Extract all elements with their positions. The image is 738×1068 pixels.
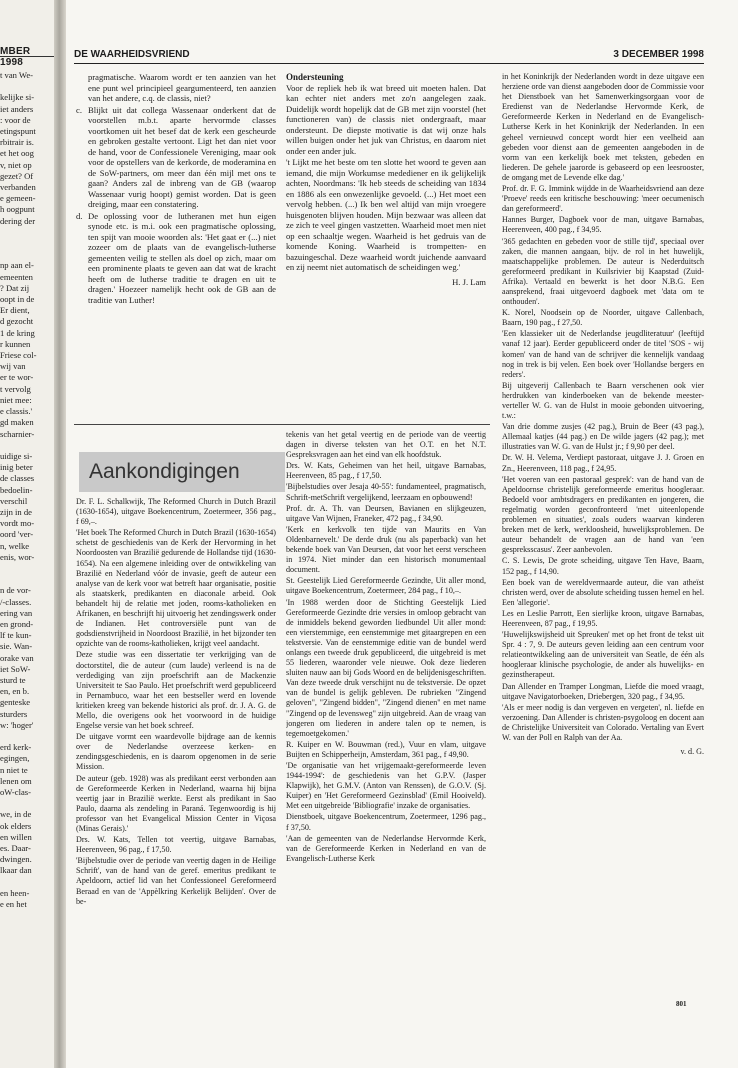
left-page-fragment: dering der	[0, 215, 36, 226]
ann-entry: Dr. W. H. Velema, Verdiept pastoraat, uitgave J. J. Groen en Zn., Heerenveen, 118 pag., f 24,95.	[502, 453, 704, 473]
left-page-fragment: e en het	[0, 899, 27, 910]
ann-entry: Prof. dr. F. G. Immink wijdde in de Waarheidsvriend aan deze 'Proeve' reeds een kritische beschouwing: 'meer oecumenisch dan gereformeerd'.	[502, 184, 704, 214]
left-page-fragment: lkaar dan	[0, 865, 32, 876]
ann-entry: 'Bijbelstudies over Jesaja 40-55': fundamenteel, pragmatisch, Schrift-metSchrift vergelijkend, leerzaam en opbouwend!	[286, 482, 486, 502]
left-page-fragment: egingen,	[0, 753, 30, 764]
left-page-fragment	[0, 81, 56, 92]
left-page-fragment: Friese col-	[0, 350, 37, 361]
ann-entry: Dan Allender en Tramper Longman, Liefde die moed vraagt, uitgave Navigatorboeken, Driebergen, 320 pag., f 34,95.	[502, 681, 704, 701]
left-page-fragment: wij van	[0, 361, 26, 372]
ann-entry: Bij uitgeverij Callenbach te Baarn verschenen ook vier herdrukken van kinderboeken van de bekende meester-verteller W. G. van de Hulst in mooie gebonden uitvoering, t.w.:	[502, 380, 704, 421]
left-page-fragment: gezet? Of	[0, 170, 34, 181]
magazine-title: DE WAARHEIDSVRIEND	[74, 49, 190, 60]
left-page-fragment: we, in de	[0, 809, 32, 820]
left-page-fragment: en grond-	[0, 618, 34, 629]
ann-entry: C. S. Lewis, De grote scheiding, uitgave Ten Have, Baarn, 152 pag., f 14,90.	[502, 556, 704, 576]
left-page-fragment	[0, 798, 56, 809]
left-page-fragment: ok elders	[0, 820, 32, 831]
left-page-fragment: n, welke	[0, 540, 30, 551]
issue-date: 3 DECEMBER 1998	[613, 49, 704, 60]
ann-entry: Les en Leslie Parrott, Een sierlijke kroon, uitgave Barnabas, Heerenveen, 87 pag., f 19,95.	[502, 608, 704, 628]
item-text: De oplossing voor de lutheranen met hun eigen synode etc. is m.i. ook een pragmatische oplossing, ten spijt van mooie woorden als: 'Het gaat er (...) niet zozeer om de plaats van de evangelisch-lutherse gemeenten veilig te stellen als doel op zich, maar om een prominente plaats te geven aan dat wat de kracht heeft om de lutherse traditie te dragen en uit te dragen.' Hoezeer namelijk hecht ook de GB aan de traditie van Luther!	[88, 210, 276, 305]
announcements-column-2	[286, 430, 486, 975]
left-page-fragment: lf te kun-	[0, 630, 32, 641]
ann-entry: 'Kerk en kerkvolk ten tijde van Maurits en Van Oldenbarnevelt.' De derde druk (nu als paperback) van het bekende boek van Van Deursen, dat voor het eerst verscheen in 1974. Niet minder dan een historisch monumentaal document.	[286, 524, 486, 575]
article-item-d	[76, 211, 276, 306]
left-page-fragment: Er dient,	[0, 305, 30, 316]
left-page-fragment: oW-clas-	[0, 787, 32, 797]
left-page-fragment: vordt mo-	[0, 518, 35, 529]
page-number: 801	[676, 1000, 687, 1008]
ann-entry: Drs. W. Kats, Geheimen van het heil, uitgave Barnabas, Heerenveen, 85 pag., f 17,50.	[286, 461, 486, 481]
item-label: c.	[76, 104, 82, 115]
left-page-fragment: t van We-	[0, 70, 34, 80]
left-page-fragment: erd kerk-	[0, 742, 32, 753]
left-page-fragment: en, en b.	[0, 686, 30, 697]
ann-entry: Van drie domme zusjes (42 pag.), Bruin de Beer (43 pag.), Allemaal katjes (44 pag.) en De wilde jagers (42 pag.); met illustraties van W. G. van de Hulst jr.; f 9,90 per deel.	[502, 422, 704, 452]
item-label: d.	[76, 210, 83, 221]
left-page-fragment: d gezocht	[0, 316, 34, 327]
left-page-fragment: en willen	[0, 831, 32, 842]
ann-entry: Drs. W. Kats, Tellen tot veertig, uitgave Barnabas, Heerenveen, 96 pag., f 17,50.	[76, 835, 276, 855]
left-page-fragment: dwingen.	[0, 854, 32, 865]
article-intro: pragmatische. Waarom wordt er ten aanzien van het ene punt wel principieel geargumenteerd, ten aanzien van het andere, c.q. de classis, niet?	[88, 72, 276, 103]
left-page-fragment	[0, 238, 56, 249]
left-page-fragment: oord 'ver-	[0, 529, 34, 540]
left-page-fragment: h oogpunt	[0, 204, 35, 215]
ann-entry: 'Bijbelstudie over de periode van veertig dagen in de Heilige Schrift', van de hand van de geref. emeritus predikant te Apeldoorn, actief lid van het Confessioneel Gereformeerd Beraad en van de 'Appèlkring Kerkelijk Belijden'. Over de be-	[76, 856, 276, 906]
left-page-fragment: oopt in de	[0, 294, 35, 305]
announcements-column-1	[76, 497, 276, 975]
ann-entry: '365 gedachten en gebeden voor de stille tijd', speciaal over zaken, die mannen aangaan, bijv. de rol in het huwelijk, maatschappelijke problemen. De auteur is Nederduitsch gereformeerd predikant in Kuilsrivier bij Kaapstad (Zuid-Afrika). Vertaald en bewerkt is het door N.B.G. Een aansprekend, fraai uitgevoerd dagboek met 'data om te onthouden'.	[502, 236, 704, 307]
header-rule	[74, 63, 704, 64]
left-page-fragment	[0, 227, 56, 238]
left-page-fragment: sturders	[0, 708, 28, 719]
left-page-fragment	[0, 249, 56, 260]
left-page-fragment: sie. Wan-	[0, 641, 33, 652]
ann-entry: Prof. dr. A. Th. van Deursen, Bavianen en slijkgeuzen, uitgave Van Wijnen, Franeker, 472 pag., f 34,90.	[286, 503, 486, 523]
left-page-edge	[0, 0, 56, 1068]
left-page-fragment: sturd te	[0, 674, 26, 685]
left-page-fragment	[0, 574, 56, 585]
left-page-fragment: niet mee:	[0, 394, 32, 405]
ann-entry: St. Geestelijk Lied Gereformeerde Gezindte, Uit aller mond, uitgave Boekencentrum, Zoetermeer, 284 pag., f 10,–.	[286, 576, 486, 596]
ann-entry: 'In 1988 werden door de Stichting Geestelijk Lied Gereformeerde Gezindte drie versies in omloop gebracht van de inmiddels bekend geworden liedbundel Uit aller mond: een vierstemmige, een eenstemmige met gitaargrepen en een tekstversie. Van de eenstemmige editie van de bundel werd onlangs een tweede druk gepubliceerd, die uitgebreid is met 55 liederen, waaronder vele nieuwe. Ook deze liederen sluiten nauw aan bij Gods Woord en de belijdenisgeschriften. Van deze tweede druk verschijnt nu de tekstversie. De opzet van de bundel is gelijk gebleven. De rubrieken "Zingend geloven", "Zingend bidden", "Zingend dienen" en met name "Zingend op de levensweg" zijn uitgebreid. Aan de vraag van jongeren om liederen in andere talen op te nemen, is tegemoetgekomen.'	[286, 597, 486, 738]
ann-entry: Hannes Burger, Dagboek voor de man, uitgave Barnabas, Heerenveen, 400 pag., f 34,95.	[502, 215, 704, 235]
left-page-fragment: e classis.'	[0, 406, 33, 417]
ann-entry: De uitgave vormt een waardevolle bijdrage aan de kennis over de Nederlandse overzeese kerken- en zendingsgeschiedenis, en is daarom opgenomen in de serie Mission.	[76, 732, 276, 772]
ann-entry: De auteur (geb. 1928) was als predikant eerst verbonden aan de Gereformeerde Kerken in Nederland, waarna hij bijna veertig jaar in Brazilië werkte. Eerst als predikant in Sao Paulo, daarna als zendeling in Paraná. Tegenwoordig is hij professor van het Evangelical Mission Center in Viçosa (Minas Gerais).'	[76, 773, 276, 833]
left-page-fragment: verschil	[0, 495, 28, 506]
left-page-fragment: es. Daar-	[0, 843, 31, 854]
left-page-fragments	[0, 70, 56, 910]
left-page-rule	[0, 56, 56, 57]
left-page-fragment: n de vor-	[0, 585, 31, 596]
page-header	[74, 49, 704, 63]
ann-entry: 'De organisatie van het vrijgemaakt-gereformeerde leven 1944-1994': de geschiedenis van het G.P.V. (Jasper Klapwijk), het G.M.V. (Anton van Renssen), de G.O.V. (Sj. Kuiper) en 'Het Gereformeerd Gezinsblad' (Emil Hooiveld). Met een uitgebreide 'Bibliografie' inzake de organisaties.	[286, 761, 486, 811]
left-page-fragment: etingspunt	[0, 126, 36, 137]
left-page-fragment: en heen-	[0, 887, 30, 898]
left-page-fragment: ering van	[0, 607, 33, 618]
article-paragraph: Voor de repliek heb ik wat breed uit moeten halen. Dat kan echter niet anders met zo'n aangelegen zaak. Duidelijk wordt hopelijk dat de GB met zijn voorstel (het functioneren van) de classis niet ondergraaft, maar ondersteunt. De diepste motivatie is dat wij onze hals willen buigen onder het juk van Christus, en daarom niet onder een ander juk.	[286, 82, 486, 156]
article-column-1	[76, 72, 276, 417]
book-spine	[54, 0, 66, 1068]
left-page-fragment: enis, wor-	[0, 551, 35, 562]
ann-entry: in het Koninkrijk der Nederlanden wordt in deze uitgave een herziene orde van dienst aangeboden door de Commissie voor het Dienstboek van het Samenwerkingsorgaan voor de Eredienst van de Nederlandse Hervormde Kerk, de Gereformeerde Kerken in Nederland en de Evangelisch-Lutherse Kerk in het Koninkrijk der Nederlanden. In een geheel vernieuwd concept wordt hier een veelheid aan gebeden voor dienst aan de gemeenten aangeboden in de vorm van een kerkelijk boek met teksten, gebeden en liederen. De gehele jaarorde is gebaseerd op een leesrooster, de omgang met de Levende elke dag.'	[502, 72, 704, 182]
left-page-fragment: /-classes.	[0, 596, 32, 607]
article-signature: H. J. Lam	[452, 276, 486, 287]
ann-entry: R. Kuiper en W. Bouwman (red.), Vuur en vlam, uitgave Buijten en Schipperheijn, Amsterdam, 361 pag., f 49,90.	[286, 739, 486, 759]
article-column-2	[286, 72, 486, 417]
article-paragraph: 't Lijkt me het beste om ten slotte het woord te geven aan iemand, die mijn Workumse medediener en ik gelijkelijk achten, Noordmans: 'Ik heb steeds de scheiding van 1834 en 1886 als een onwezenlijke gevoeld. (...) Het moet een vervolg hebben. (...) Ik ben wel altijd van mijn vroegere huisgenoten blijven houden. Mijn bezwaar was alleen dat ze zich te veel gingen vastzetten. Waarheid moet men niet op een schaaltje wegen. Waarheid is het gedruis van de komende Koning. Waarheid is trompetten- en bazuingeschal. Deze waarheid wordt juichende aanvaard en zij neemt niet automatisch de scheidingen weg.'	[286, 157, 486, 272]
left-page-fragment	[0, 877, 56, 888]
left-page-fragment: np aan el-	[0, 260, 34, 271]
left-page-fragment: rbitrair is.	[0, 137, 34, 148]
left-page-fragment: emeenten	[0, 271, 33, 282]
left-page-fragment: et het oog	[0, 148, 34, 159]
left-page-fragment: gd maken	[0, 417, 34, 428]
left-page-fragment: de classes	[0, 473, 35, 484]
left-page-fragment: v, niet op	[0, 159, 32, 170]
left-page-fragment	[0, 731, 56, 742]
ann-entry: 'Het voeren van een pastoraal gesprek': van de hand van de Apeldoornse christelijk gereformeerde emeritus hoogleraar. Bedoeld voor ambtsdragers en predikanten en jongeren, die regelmatig worden geconfronteerd 'met uiteenlopende problemen en situaties', zoals ouders waarvan kinderen breken met de kerk, werkloosheid, huwelijksproblemen. De auteur behandelt de vragen aan de hand van 'een gespreksscasus'. Zeer aanbevolen.	[502, 474, 704, 555]
announcements-column-3	[502, 72, 704, 987]
left-page-fragment: bedoelin-	[0, 484, 33, 495]
section-heading: Ondersteuning	[286, 72, 344, 82]
magazine-page	[66, 0, 738, 1068]
left-page-fragment: iet SoW-	[0, 663, 31, 674]
left-page-fragment: genteske	[0, 697, 31, 708]
ann-entry: 'Een klassieker uit de Nederlandse jeugdliteratuur' (leeftijd vanaf 12 jaar). Eerder gepubliceerd onder de titel 'SOS - wij komen' van de hand van de schrijver die kennelijk vandaag nog in trek is bij velen. Een boek over 'Hollandse bergers en reders'.	[502, 329, 704, 379]
section-divider	[74, 424, 490, 425]
left-page-fragment: scharnier-	[0, 428, 35, 439]
left-page-fragment: iet anders	[0, 103, 34, 114]
left-page-fragment: lenen om	[0, 775, 32, 786]
ann-entry: Deze studie was een dissertatie ter verkrijging van de doctorstitel, die de auteur (cum laude) verleend is na de verdediging van zijn proefschrift aan de Mackenzie Universiteit te Sao Paulo. Het proefschrift werd gepubliceerd in Pernambuco, waar het een bestseller werd en lovende kritieken kreeg van bekende historici als prof. dr. J. A. G. de Mello, die overigens ook het voorwoord in de huidige Engelse versie van het boek schreef.	[76, 650, 276, 731]
left-page-fragment	[0, 440, 56, 451]
left-page-fragment: verbanden	[0, 182, 36, 193]
left-page-fragment: e gemeen-	[0, 193, 36, 204]
left-page-fragment: uidige si-	[0, 450, 33, 461]
left-page-fragment: r kunnen	[0, 338, 31, 349]
announcements-title: Aankondigingen	[79, 452, 285, 492]
ann-entry: Een boek van de wereldvermaarde auteur, die van atheïst christen werd, over de absolute scheiding tussen hemel en hel. Een 'allegorie'.	[502, 577, 704, 607]
left-page-fragment: zijn in de	[0, 506, 32, 517]
ann-entry: 'Het boek The Reformed Church in Dutch Brazil (1630-1654) schetst de geschiedenis van de Kerk der Hervorming in het Noordoosten van Brazilië gedurende de Hollandse tijd (1630-1654). Na een algemene inleiding over de ontwikkeling van Brazilië en Nederland vóór de invasie, geeft de auteur een analyse van de kerk voor wat betreft haar organisatie, positie als staatskerk, predikanten en diaconale arbeid. Ook behandelt hij de relatie met joden, rooms-katholieken en Afrikanen, en beschrijft hij uitvoerig het zendingswerk onder de Indianen. Het controversiële punt van de godsdienstvrijheid in Noordoost Brazilië, in het bijzonder ten opzichte van de rooms-katholieken, krijgt veel aandacht.	[76, 528, 276, 649]
left-page-fragment: n niet te	[0, 764, 28, 775]
left-page-header: MBER 1998	[0, 46, 31, 68]
left-page-fragment: inig beter	[0, 462, 33, 473]
ann-entry: 'Aan de gemeenten van de Nederlandse Hervormde Kerk, van de Gereformeerde Kerken in Nederland en van de Evangelisch-Lutherse Kerk	[286, 833, 486, 863]
ann-entry: 'Als er meer nodig is dan vergeven en vergeten', nl. liefde en verzoening. Dan Allender is christen-psygoloog en docent aan de Christelijke Universiteit van Colorado. Vertaling van Evert W. van der Poll en Ralph van der Aa.	[502, 702, 704, 742]
left-page-fragment: t vervolg	[0, 383, 31, 394]
ann-entry: 'Huwelijkswijsheid uit Spreuken' met op het front de tekst uit Spr. 4 : 7, 9. De auteurs geven leiding aan een centrum voor relatieontwikkeling aan de universiteit van Seatle, de één als hoogleraar klinische psychologie, de ander als huwelijks- en gezinstherapeut.	[502, 630, 704, 680]
left-page-fragment	[0, 563, 56, 574]
item-text: Blijkt uit dat collega Wassenaar onderkent dat de voorstellen m.b.t. aparte hervormde classes voortkomen uit het besef dat de kerk een gescheurde en gebroken gestalte vertoont. Ligt het dan niet voor de hand, voor de Confessionele Vereniging, maar ook voor de opstellers van de kerkorde, de moderamina en de SoW-partners, om meer dan één mijl met ons te gaan? Anders zal de inbreng van de GB (waarop Wassenaar vurig hoopt) gemist worden. Dat is geen dreiging, maar een constatering.	[88, 104, 276, 209]
left-page-fragment: ? Dat zij	[0, 282, 30, 293]
ann-entry: Dienstboek, uitgave Boekencentrum, Zoetermeer, 1296 pag., f 37,50.	[286, 812, 486, 832]
left-page-fragment: w: 'hoger'	[0, 719, 34, 730]
ann-entry: K. Norel, Noodsein op de Noorder, uitgave Callenbach, Baarn, 190 pag., f 27,50.	[502, 308, 704, 328]
article-item-c	[76, 105, 276, 210]
ann-entry: Dr. F. L. Schalkwijk, The Reformed Church in Dutch Brazil (1630-1654), uitgave Boekencentrum, Zoetermeer, 356 pag., f 69,–.	[76, 497, 276, 527]
left-page-fragment: : voor de	[0, 114, 31, 125]
left-page-fragment: er te wor-	[0, 372, 34, 383]
left-page-fragment: kelijke si-	[0, 92, 35, 103]
left-page-fragment: orake van	[0, 652, 34, 663]
left-page-fragment: 1 de kring	[0, 327, 35, 338]
ann-entry: tekenis van het getal veertig en de periode van de veertig dagen in diverse teksten van het O.T. en het N.T. Gespreksvragen aan het eind van elk hoofdstuk.	[286, 430, 486, 460]
announcements-signature: v. d. G.	[680, 747, 704, 757]
